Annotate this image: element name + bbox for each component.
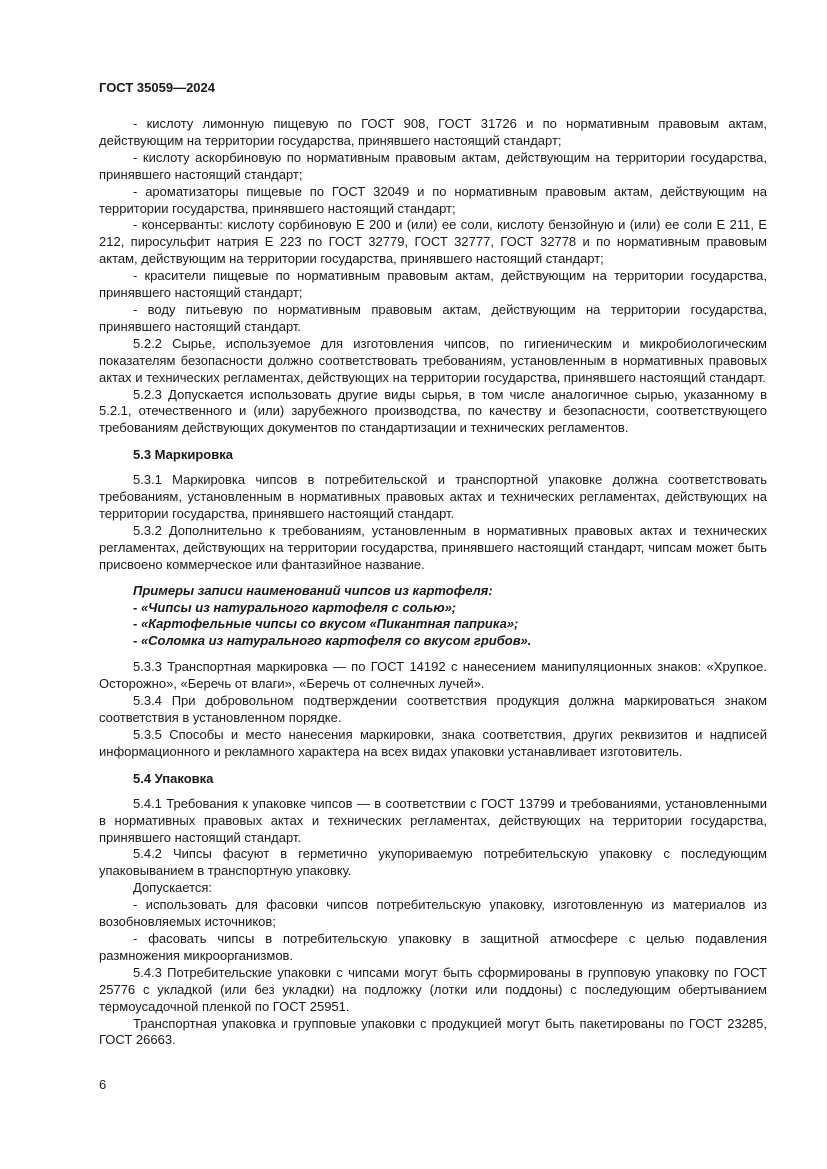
paragraph-5-2-3: 5.2.3 Допускается использовать другие виды сырья, в том числе аналогичное сырью, указанному в 5.2.1, отечественного и (или) зарубежного производства, по качеству и безопасности, соответствующего требованиям действующих документов по стандартизации и технических регламентов. — [99, 386, 767, 436]
paragraph-transport-packaging: Транспортная упаковка и групповые упаковки с продукцией могут быть пакетированы по ГОСТ 23285, ГОСТ 26663. — [99, 1015, 767, 1048]
paragraph-5-3-1: 5.3.1 Маркировка чипсов в потребительской и транспортной упаковке должна соответствовать требованиям, установленным в нормативных правовых актах и технических регламентах, действующих на территории государства, принявшего настоящий стандарт. — [99, 472, 767, 522]
examples-title: Примеры записи наименований чипсов из картофеля: — [133, 582, 493, 598]
list-item-renewable-packaging: - использовать для фасовки чипсов потребительскую упаковку, изготовленную из материалов из возобновляемых источников; — [99, 897, 767, 930]
document-header: ГОСТ 35059—2024 — [99, 80, 215, 95]
list-item-flavorings: - ароматизаторы пищевые по ГОСТ 32049 и по нормативным правовым актам, действующим на территории государства, принявшего настоящий стандарт; — [99, 183, 767, 216]
list-item-preservatives: - консерванты: кислоту сорбиновую Е 200 и (или) ее соли, кислоту бензойную и (или) ее соли Е 211, Е 212, пиросульфит натрия Е 223 по ГОСТ 32779, ГОСТ 32777, ГОСТ 32778 и по нормативным правовым актам, действующим на территории государства, принявшего настоящий стандарт; — [99, 217, 767, 267]
paragraph-allowed: Допускается: — [133, 880, 213, 896]
paragraph-5-3-5: 5.3.5 Способы и место нанесения маркировки, знака соответствия, других реквизитов и надписей информационного и рекламного характера на всех видах упаковки устанавливает изготовитель. — [99, 726, 767, 759]
example-item: - «Картофельные чипсы со вкусом «Пикантная паприка»; — [133, 616, 519, 632]
paragraph-5-3-4: 5.3.4 При добровольном подтверждении соответствия продукция должна маркироваться знаком соответствия в установленном порядке. — [99, 693, 767, 725]
example-item: - «Чипсы из натурального картофеля с солью»; — [133, 599, 457, 615]
examples-block — [99, 583, 767, 651]
paragraph-5-3-2: 5.3.2 Дополнительно к требованиям, установленным в нормативных правовых актах и технических регламентах, действующих на территории государства, принявшего настоящий стандарт, чипсам может быть присвоено коммерческое или фантазийное название. — [99, 522, 767, 572]
list-item-ascorbic-acid: - кислоту аскорбиновую по нормативным правовым актам, действующим на территории государства, принявшего настоящий стандарт; — [99, 149, 767, 182]
paragraph-5-4-2: 5.4.2 Чипсы фасуют в герметично укупориваемую потребительскую упаковку с последующим упаковыванием в транспортную упаковку. — [99, 846, 767, 879]
list-item-colorants: - красители пищевые по нормативным правовым актам, действующим на территории государства, принявшего настоящий стандарт; — [99, 268, 767, 301]
paragraph-5-2-2: 5.2.2 Сырье, используемое для изготовления чипсов, по гигиеническим и микробиологическим показателям безопасности должно соответствовать требованиям, установленным в нормативных правовых актах и технических регламентах, действующих на территории государства, принявшего настоящий стандарт. — [99, 335, 767, 385]
section-heading-5-4: 5.4 Упаковка — [133, 770, 214, 786]
paragraph-5-4-3: 5.4.3 Потребительские упаковки с чипсами могут быть сформированы в групповую упаковку по ГОСТ 25776 с укладкой (или без укладки) на подложку (лотки или поддоны) с последующим обертыванием термоусадочной пленкой по ГОСТ 25951. — [99, 964, 767, 1014]
paragraph-5-4-1: 5.4.1 Требования к упаковке чипсов — в соответствии с ГОСТ 13799 и требованиями, установленными в нормативных правовых актах и технических регламентах, действующих на территории государства, принявшего настоящий стандарт. — [99, 795, 767, 845]
document-body — [99, 116, 767, 1049]
paragraph-5-3-3: 5.3.3 Транспортная маркировка — по ГОСТ 14192 с нанесением манипуляционных знаков: «Хрупкое. Осторожно», «Беречь от влаги», «Беречь от солнечных лучей». — [99, 659, 767, 692]
list-item-water: - воду питьевую по нормативным правовым актам, действующим на территории государства, принявшего настоящий стандарт. — [99, 301, 767, 334]
example-item: - «Соломка из натурального картофеля со вкусом грибов». — [133, 633, 532, 649]
section-heading-5-3: 5.3 Маркировка — [133, 447, 233, 463]
page-number: 6 — [99, 1077, 107, 1092]
list-item-protective-atmosphere: - фасовать чипсы в потребительскую упаковку в защитной атмосфере с целью подавления размножения микроорганизмов. — [99, 930, 767, 963]
list-item-citric-acid: - кислоту лимонную пищевую по ГОСТ 908, ГОСТ 31726 и по нормативным правовым актам, действующим на территории государства, принявшего настоящий стандарт; — [99, 116, 767, 148]
